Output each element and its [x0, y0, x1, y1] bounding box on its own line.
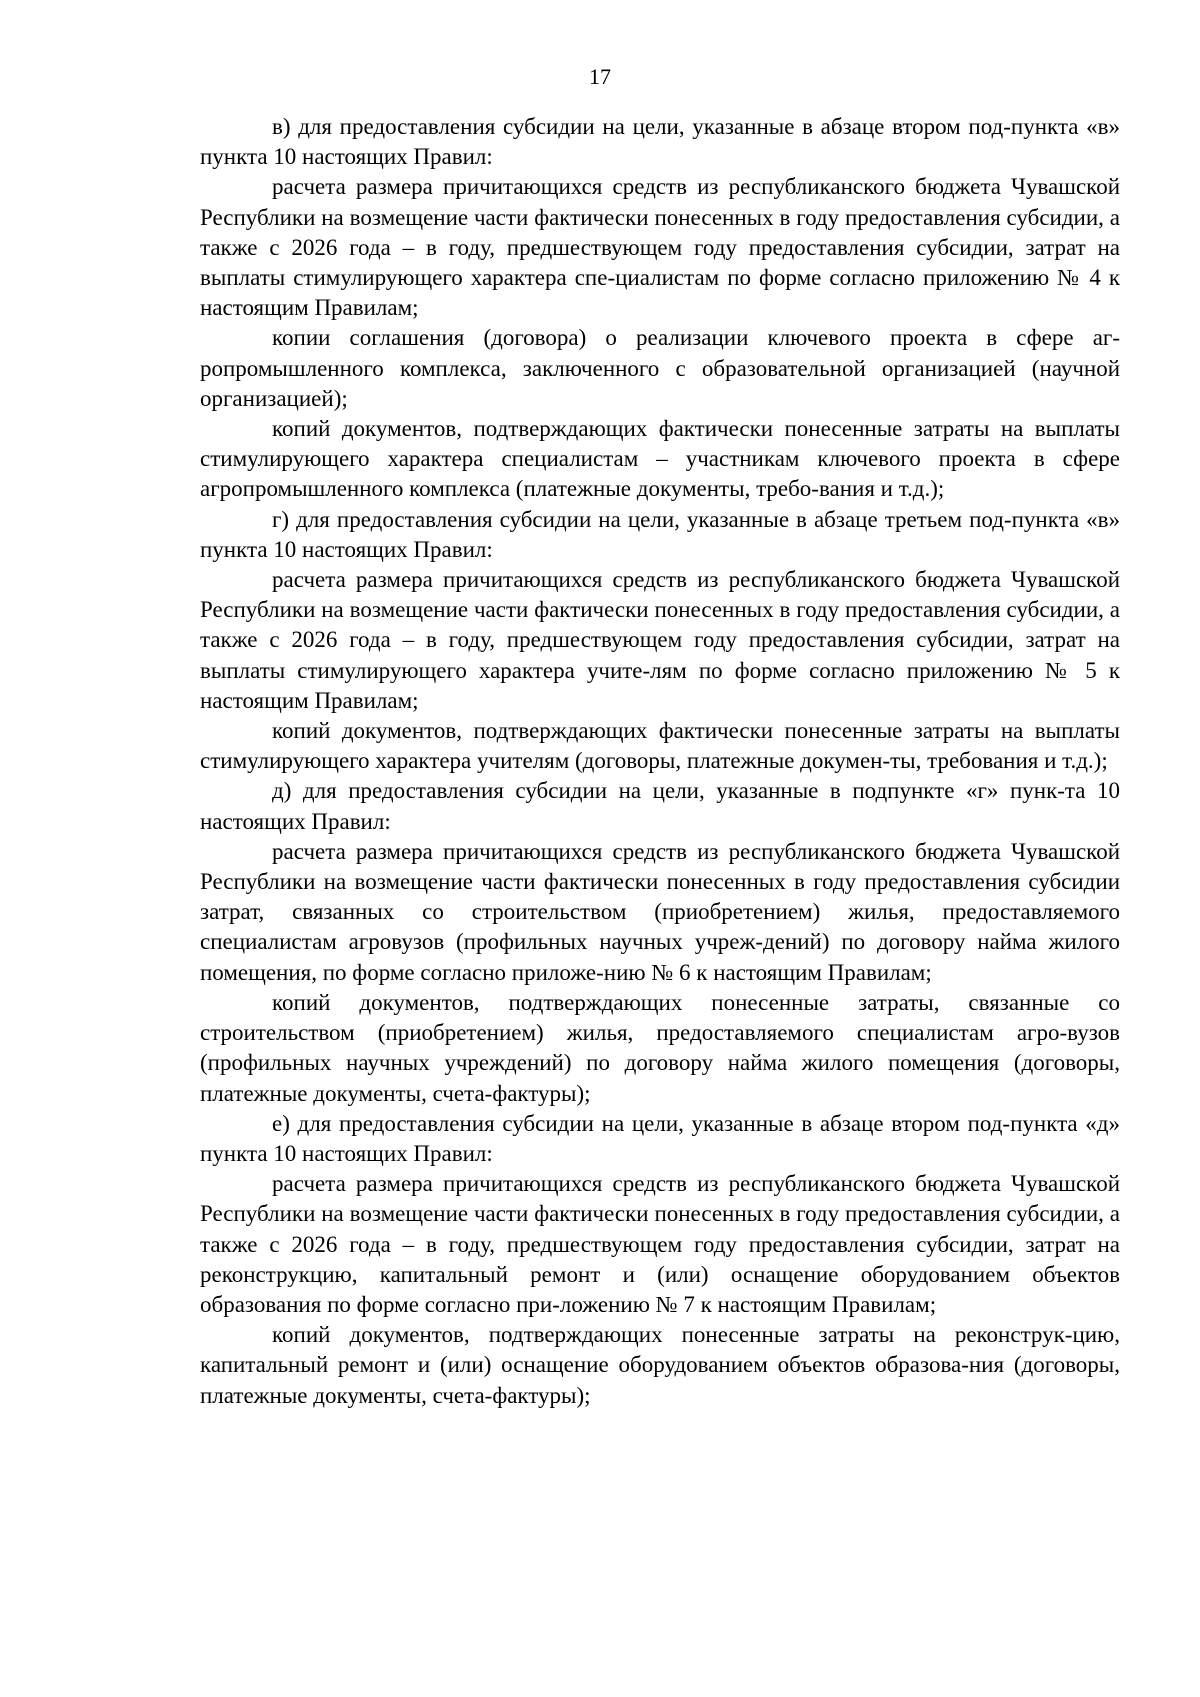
paragraph: копий документов, подтверждающих фактически понесенные затраты на выплаты стимулирующего характера специалистам – участникам ключевого проекта в сфере агропромышленного комплекса (платежные документы, требо-вания и т.д.); — [200, 416, 1120, 502]
paragraph: копии соглашения (договора) о реализации ключевого проекта в сфере аг-ропромышленного комплекса, заключенного с образовательной организацией (научной организацией); — [200, 325, 1120, 411]
document-body — [200, 112, 1120, 1411]
paragraph: копий документов, подтверждающих фактически понесенные затраты на выплаты стимулирующего характера учителям (договоры, платежные докумен-ты, требования и т.д.); — [200, 718, 1120, 774]
paragraph: расчета размера причитающихся средств из республиканского бюджета Чувашской Республики на возмещение части фактически понесенных в году предоставления субсидии, а также с 2026 года – в году, предшествующем году предоставления субсидии, затрат на выплаты стимулирующего характера спе-циалистам по форме согласно приложению № 4 к настоящим Правилам; — [200, 174, 1120, 321]
paragraph: д) для предоставления субсидии на цели, указанные в подпункте «г» пунк-та 10 настоящих Правил: — [200, 778, 1120, 834]
paragraph: расчета размера причитающихся средств из республиканского бюджета Чувашской Республики на возмещение части фактически понесенных в году предоставления субсидии затрат, связанных со строительством (приобретением) жилья, предоставляемого специалистам агровузов (профильных научных учреж-дений) по договору найма жилого помещения, по форме согласно приложе-нию № 6 к настоящим Правилам; — [200, 838, 1120, 985]
paragraph: в) для предоставления субсидии на цели, указанные в абзаце втором под-пункта «в» пункта 10 настоящих Правил: — [200, 114, 1120, 170]
paragraph: расчета размера причитающихся средств из республиканского бюджета Чувашской Республики на возмещение части фактически понесенных в году предоставления субсидии, а также с 2026 года – в году, предшествующем году предоставления субсидии, затрат на выплаты стимулирующего характера учите-лям по форме согласно приложению № 5 к настоящим Правилам; — [200, 567, 1120, 713]
paragraph: е) для предоставления субсидии на цели, указанные в абзаце втором под-пункта «д» пункта 10 настоящих Правил: — [200, 1110, 1120, 1166]
page-number: 17 — [589, 64, 611, 89]
paragraph: копий документов, подтверждающих понесенные затраты, связанные со строительством (приобретением) жилья, предоставляемого специалистам агро-вузов (профильных научных учреждений) по договору найма жилого помещения (договоры, платежные документы, счета-фактуры); — [200, 989, 1120, 1106]
paragraph: расчета размера причитающихся средств из республиканского бюджета Чувашской Республики на возмещение части фактически понесенных в году предоставления субсидии, а также с 2026 года – в году, предшествующем году предоставления субсидии, затрат на реконструкцию, капитальный ремонт и (или) оснащение оборудованием объектов образования по форме согласно при-ложению № 7 к настоящим Правилам; — [200, 1171, 1120, 1317]
paragraph: копий документов, подтверждающих понесенные затраты на реконструк-цию, капитальный ремонт и (или) оснащение оборудованием объектов образова-ния (договоры, платежные документы, счета-фактуры); — [200, 1322, 1120, 1408]
paragraph: г) для предоставления субсидии на цели, указанные в абзаце третьем под-пункта «в» пункта 10 настоящих Правил: — [200, 506, 1120, 562]
